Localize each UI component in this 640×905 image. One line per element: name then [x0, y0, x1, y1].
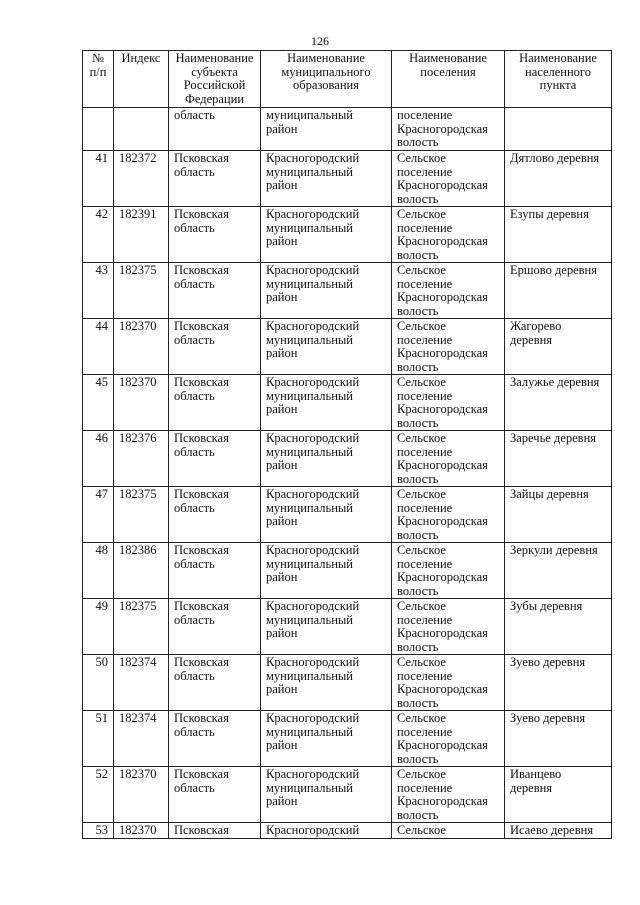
table-row: [83, 487, 612, 543]
table-header: [83, 51, 612, 108]
cell-municipality: Красногородский муниципальный район: [261, 431, 392, 487]
cell-locality: Зуево деревня: [505, 711, 612, 767]
cell-subject: Псковская область: [169, 151, 261, 207]
cell-locality: Ершово деревня: [505, 263, 612, 319]
table-row: [83, 543, 612, 599]
cell-number: [83, 108, 114, 151]
cell-index: 182370: [114, 767, 169, 823]
table-row: [83, 108, 612, 151]
header-municipality: Наименование муниципального образования: [261, 51, 392, 108]
cell-settlement: Сельское поселение Красногородская волость: [392, 151, 505, 207]
cell-number: 53: [83, 823, 114, 839]
cell-subject: Псковская область: [169, 655, 261, 711]
cell-index: 182372: [114, 151, 169, 207]
cell-index: 182376: [114, 431, 169, 487]
cell-municipality: Красногородский муниципальный район: [261, 375, 392, 431]
table-row: [83, 207, 612, 263]
cell-index: 182375: [114, 487, 169, 543]
cell-subject: Псковская область: [169, 487, 261, 543]
cell-locality: Заречье деревня: [505, 431, 612, 487]
cell-subject: Псковская область: [169, 543, 261, 599]
cell-settlement: Сельское поселение Красногородская волость: [392, 599, 505, 655]
cell-index: [114, 108, 169, 151]
cell-municipality: Красногородский: [261, 823, 392, 839]
cell-municipality: Красногородский муниципальный район: [261, 207, 392, 263]
cell-number: 51: [83, 711, 114, 767]
cell-subject: Псковская область: [169, 711, 261, 767]
header-number: № п/п: [83, 51, 114, 108]
cell-number: 42: [83, 207, 114, 263]
cell-locality: Исаево деревня: [505, 823, 612, 839]
cell-municipality: Красногородский муниципальный район: [261, 711, 392, 767]
cell-settlement: Сельское поселение Красногородская волость: [392, 375, 505, 431]
cell-settlement: Сельское поселение Красногородская волость: [392, 543, 505, 599]
cell-locality: Зубы деревня: [505, 599, 612, 655]
table-row: [83, 823, 612, 839]
cell-municipality: Красногородский муниципальный район: [261, 487, 392, 543]
cell-municipality: муниципальный район: [261, 108, 392, 151]
cell-settlement: Сельское поселение Красногородская волость: [392, 263, 505, 319]
cell-number: 45: [83, 375, 114, 431]
cell-locality: Залужье деревня: [505, 375, 612, 431]
cell-number: 47: [83, 487, 114, 543]
cell-index: 182391: [114, 207, 169, 263]
table-row: [83, 767, 612, 823]
cell-subject: Псковская область: [169, 431, 261, 487]
cell-number: 44: [83, 319, 114, 375]
cell-subject: Псковская область: [169, 263, 261, 319]
cell-number: 43: [83, 263, 114, 319]
cell-number: 46: [83, 431, 114, 487]
header-subject: Наименование субъекта Российской Федерации: [169, 51, 261, 108]
cell-subject: Псковская область: [169, 375, 261, 431]
cell-locality: Езупы деревня: [505, 207, 612, 263]
cell-locality: Дятлово деревня: [505, 151, 612, 207]
cell-subject: область: [169, 108, 261, 151]
cell-locality: Зайцы деревня: [505, 487, 612, 543]
cell-index: 182370: [114, 823, 169, 839]
cell-settlement: Сельское поселение Красногородская волость: [392, 767, 505, 823]
table-row: [83, 599, 612, 655]
table-row: [83, 263, 612, 319]
header-settlement: Наименование поселения: [392, 51, 505, 108]
cell-number: 50: [83, 655, 114, 711]
header-index: Индекс: [114, 51, 169, 108]
cell-index: 182386: [114, 543, 169, 599]
table-row: [83, 711, 612, 767]
cell-number: 52: [83, 767, 114, 823]
cell-municipality: Красногородский муниципальный район: [261, 543, 392, 599]
page-number: 126: [311, 34, 329, 48]
cell-settlement: Сельское поселение Красногородская волость: [392, 711, 505, 767]
table-row: [83, 375, 612, 431]
cell-number: 48: [83, 543, 114, 599]
cell-number: 41: [83, 151, 114, 207]
cell-municipality: Красногородский муниципальный район: [261, 655, 392, 711]
cell-settlement: поселение Красногородская волость: [392, 108, 505, 151]
cell-municipality: Красногородский муниципальный район: [261, 263, 392, 319]
cell-locality: Зеркули деревня: [505, 543, 612, 599]
cell-settlement: Сельское поселение Красногородская волость: [392, 655, 505, 711]
cell-subject: Псковская область: [169, 767, 261, 823]
table-row: [83, 151, 612, 207]
cell-index: 182374: [114, 655, 169, 711]
table-body: [83, 108, 612, 839]
cell-subject: Псковская: [169, 823, 261, 839]
table-row: [83, 655, 612, 711]
settlements-table: [82, 50, 612, 839]
cell-settlement: Сельское поселение Красногородская волость: [392, 487, 505, 543]
cell-index: 182370: [114, 319, 169, 375]
cell-municipality: Красногородский муниципальный район: [261, 599, 392, 655]
cell-subject: Псковская область: [169, 319, 261, 375]
cell-locality: Иванцево деревня: [505, 767, 612, 823]
cell-settlement: Сельское поселение Красногородская волость: [392, 207, 505, 263]
cell-locality: Жагорево деревня: [505, 319, 612, 375]
cell-municipality: Красногородский муниципальный район: [261, 319, 392, 375]
cell-settlement: Сельское: [392, 823, 505, 839]
cell-index: 182370: [114, 375, 169, 431]
header-locality: Наименование населенного пункта: [505, 51, 612, 108]
table-row: [83, 431, 612, 487]
cell-subject: Псковская область: [169, 599, 261, 655]
cell-settlement: Сельское поселение Красногородская волость: [392, 319, 505, 375]
cell-index: 182374: [114, 711, 169, 767]
header-row: [83, 51, 612, 108]
cell-subject: Псковская область: [169, 207, 261, 263]
cell-locality: [505, 108, 612, 151]
cell-index: 182375: [114, 263, 169, 319]
cell-municipality: Красногородский муниципальный район: [261, 767, 392, 823]
cell-index: 182375: [114, 599, 169, 655]
cell-municipality: Красногородский муниципальный район: [261, 151, 392, 207]
cell-number: 49: [83, 599, 114, 655]
cell-settlement: Сельское поселение Красногородская волость: [392, 431, 505, 487]
table-row: [83, 319, 612, 375]
cell-locality: Зуево деревня: [505, 655, 612, 711]
